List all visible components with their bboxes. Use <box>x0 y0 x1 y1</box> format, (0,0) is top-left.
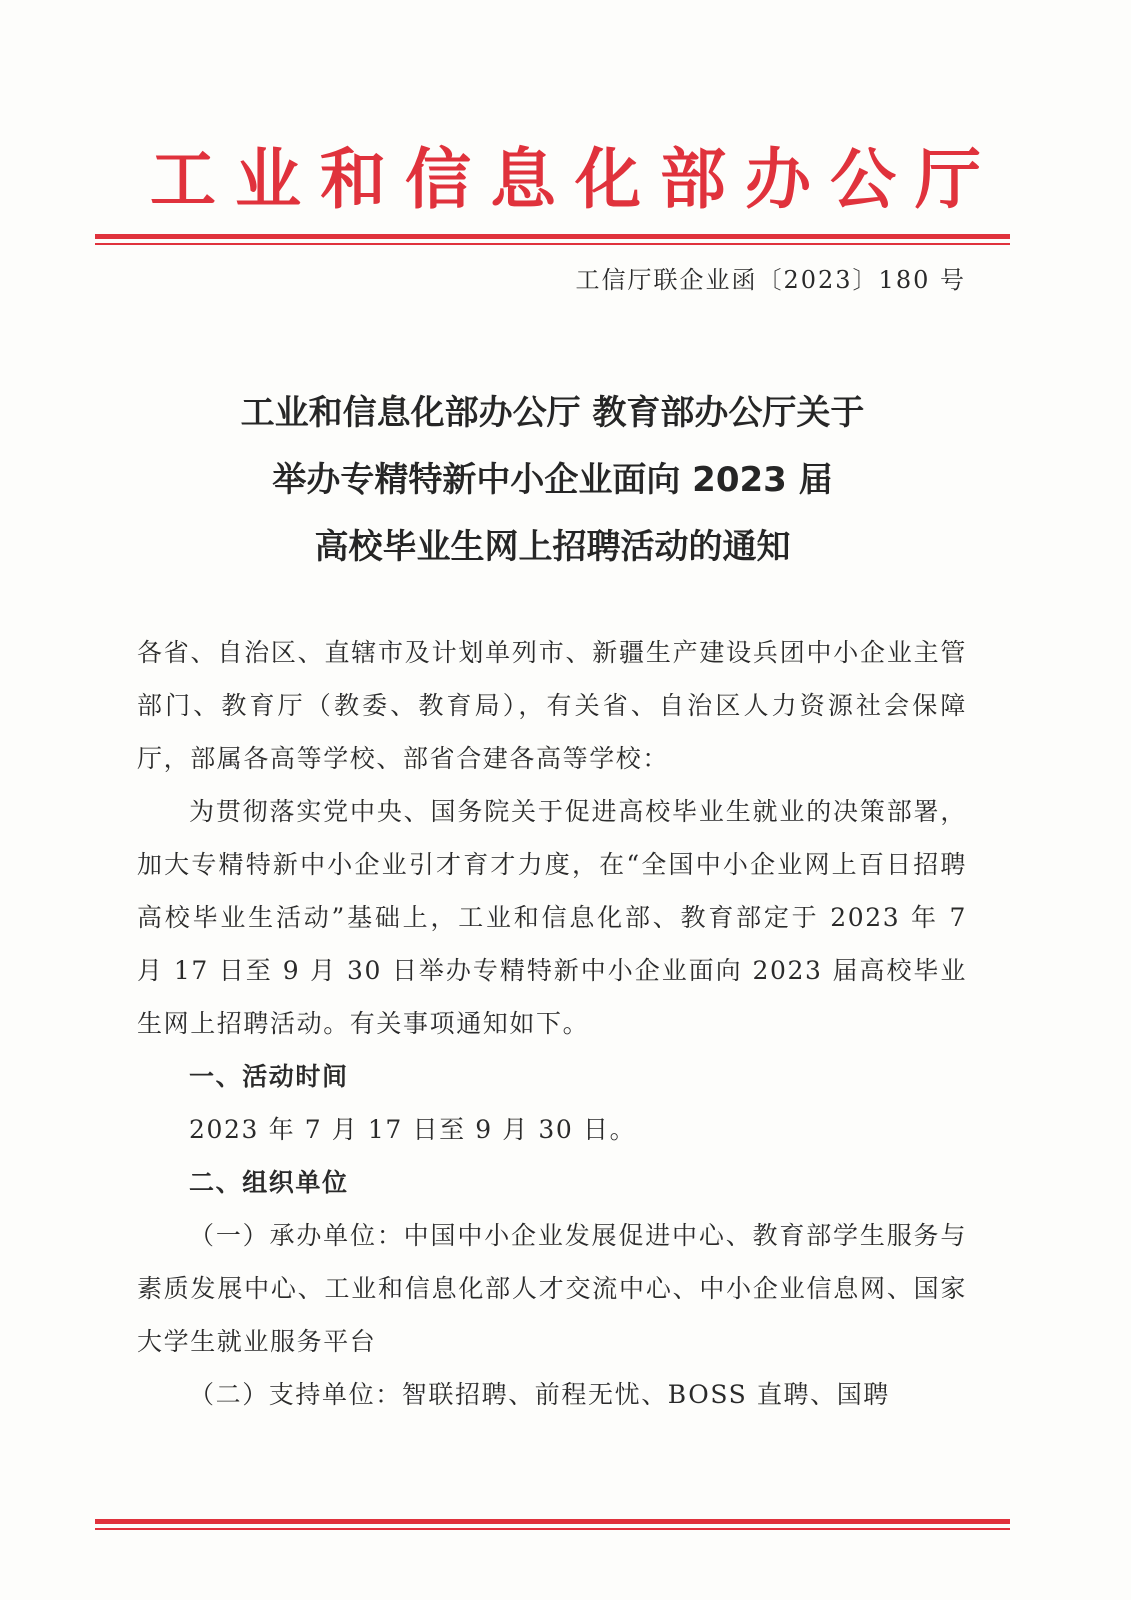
intro-paragraph: 为贯彻落实党中央、国务院关于促进高校毕业生就业的决策部署，加大专精特新中小企业引才育才力度，在“全国中小企业网上百日招聘高校毕业生活动”基础上，工业和信息化部、教育部定于 2023 年 7 月 17 日至 9 月 30 日举办专精特新中小企业面向 2023 届高校毕业生网上招聘活动。有关事项通知如下。 <box>137 797 967 1038</box>
section-heading: 二、组织单位 <box>189 1168 349 1197</box>
top-red-rule-thick <box>95 234 1010 239</box>
section-paragraph: （二）支持单位：智联招聘、前程无忧、BOSS 直聘、国聘 <box>189 1380 890 1409</box>
masthead: 工业和信息化部办公厅 <box>150 141 1000 218</box>
document-number: 工信厅联企业函〔2023〕180 号 <box>575 266 966 294</box>
recipients-paragraph: 各省、自治区、直辖市及计划单列市、新疆生产建设兵团中小企业主管部门、教育厅（教委、教育局），有关省、自治区人力资源社会保障厅，部属各高等学校、部省合建各高等学校： <box>137 638 967 773</box>
top-red-rule-thin <box>95 243 1010 245</box>
document-body <box>137 626 967 1421</box>
section-paragraph: （一）承办单位：中国中小企业发展促进中心、教育部学生服务与素质发展中心、工业和信息化部人才交流中心、中小企业信息网、国家大学生就业服务平台 <box>137 1221 967 1356</box>
title-line: 工业和信息化部办公厅 教育部办公厅关于 <box>240 393 865 433</box>
document-title <box>95 380 1010 581</box>
bottom-red-rule-thick <box>95 1519 1010 1524</box>
title-line: 举办专精特新中小企业面向 2023 届 <box>272 460 833 500</box>
bottom-red-rule-thin <box>95 1528 1010 1530</box>
title-line: 高校毕业生网上招聘活动的通知 <box>314 527 791 567</box>
section-heading: 一、活动时间 <box>189 1062 349 1091</box>
section-paragraph: 2023 年 7 月 17 日至 9 月 30 日。 <box>189 1115 637 1144</box>
